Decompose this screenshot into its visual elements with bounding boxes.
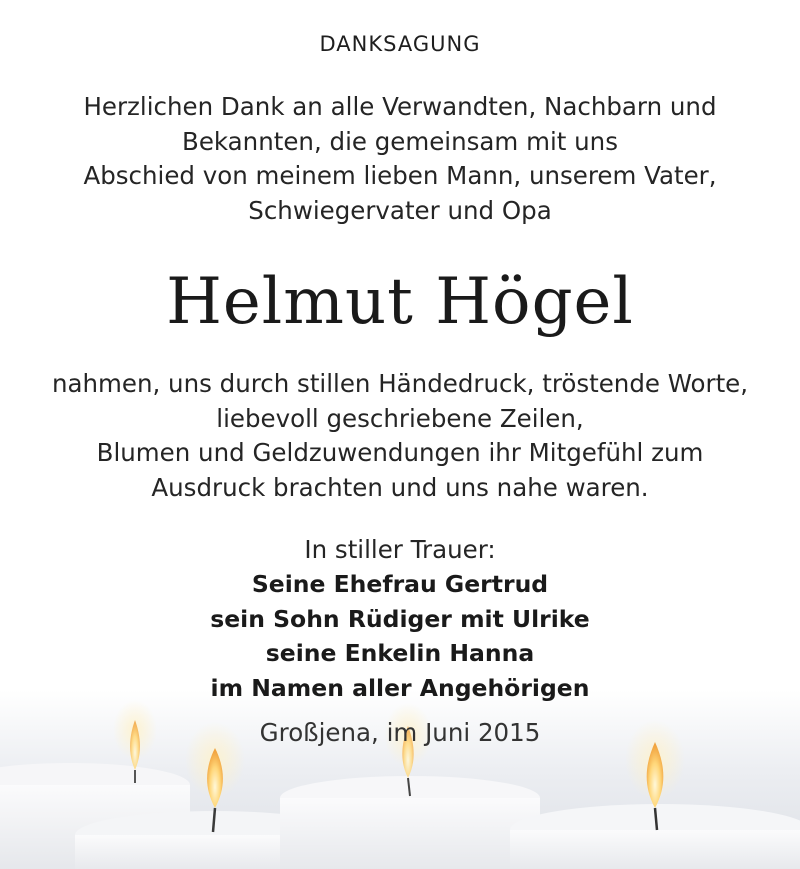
mourner-entry: Seine Ehefrau Gertrud — [251, 570, 549, 598]
body-line: nahmen, uns durch stillen Händedruck, tröstende Worte, — [51, 369, 749, 398]
mourning-intro: In stiller Trauer: — [304, 535, 496, 564]
intro-line: Bekannten, die gemeinsam mit uns — [182, 126, 618, 156]
intro-text — [0, 90, 800, 228]
mourner-entry: seine Enkelin Hanna — [265, 639, 535, 667]
intro-line: Herzlichen Dank an alle Verwandten, Nachbarn und — [83, 92, 717, 121]
mourner-entry: im Namen aller Angehörigen — [210, 673, 590, 702]
intro-line: Schwiegervater und Opa — [248, 195, 552, 225]
body-line: Blumen und Geldzuwendungen ihr Mitgefühl zum — [96, 438, 704, 467]
body-line: liebevoll geschriebene Zeilen, — [216, 403, 584, 433]
body-line: Ausdruck brachten und uns nahe waren. — [151, 472, 649, 502]
mourners-list — [0, 567, 800, 705]
place-date: Großjena, im Juni 2015 — [259, 718, 541, 747]
intro-line: Abschied von meinem lieben Mann, unserem Vater, — [83, 161, 717, 190]
notice-heading: DANKSAGUNG — [319, 32, 481, 56]
body-text — [0, 367, 800, 505]
mourner-entry: sein Sohn Rüdiger mit Ulrike — [210, 604, 590, 633]
deceased-name: Helmut Högel — [166, 265, 634, 339]
